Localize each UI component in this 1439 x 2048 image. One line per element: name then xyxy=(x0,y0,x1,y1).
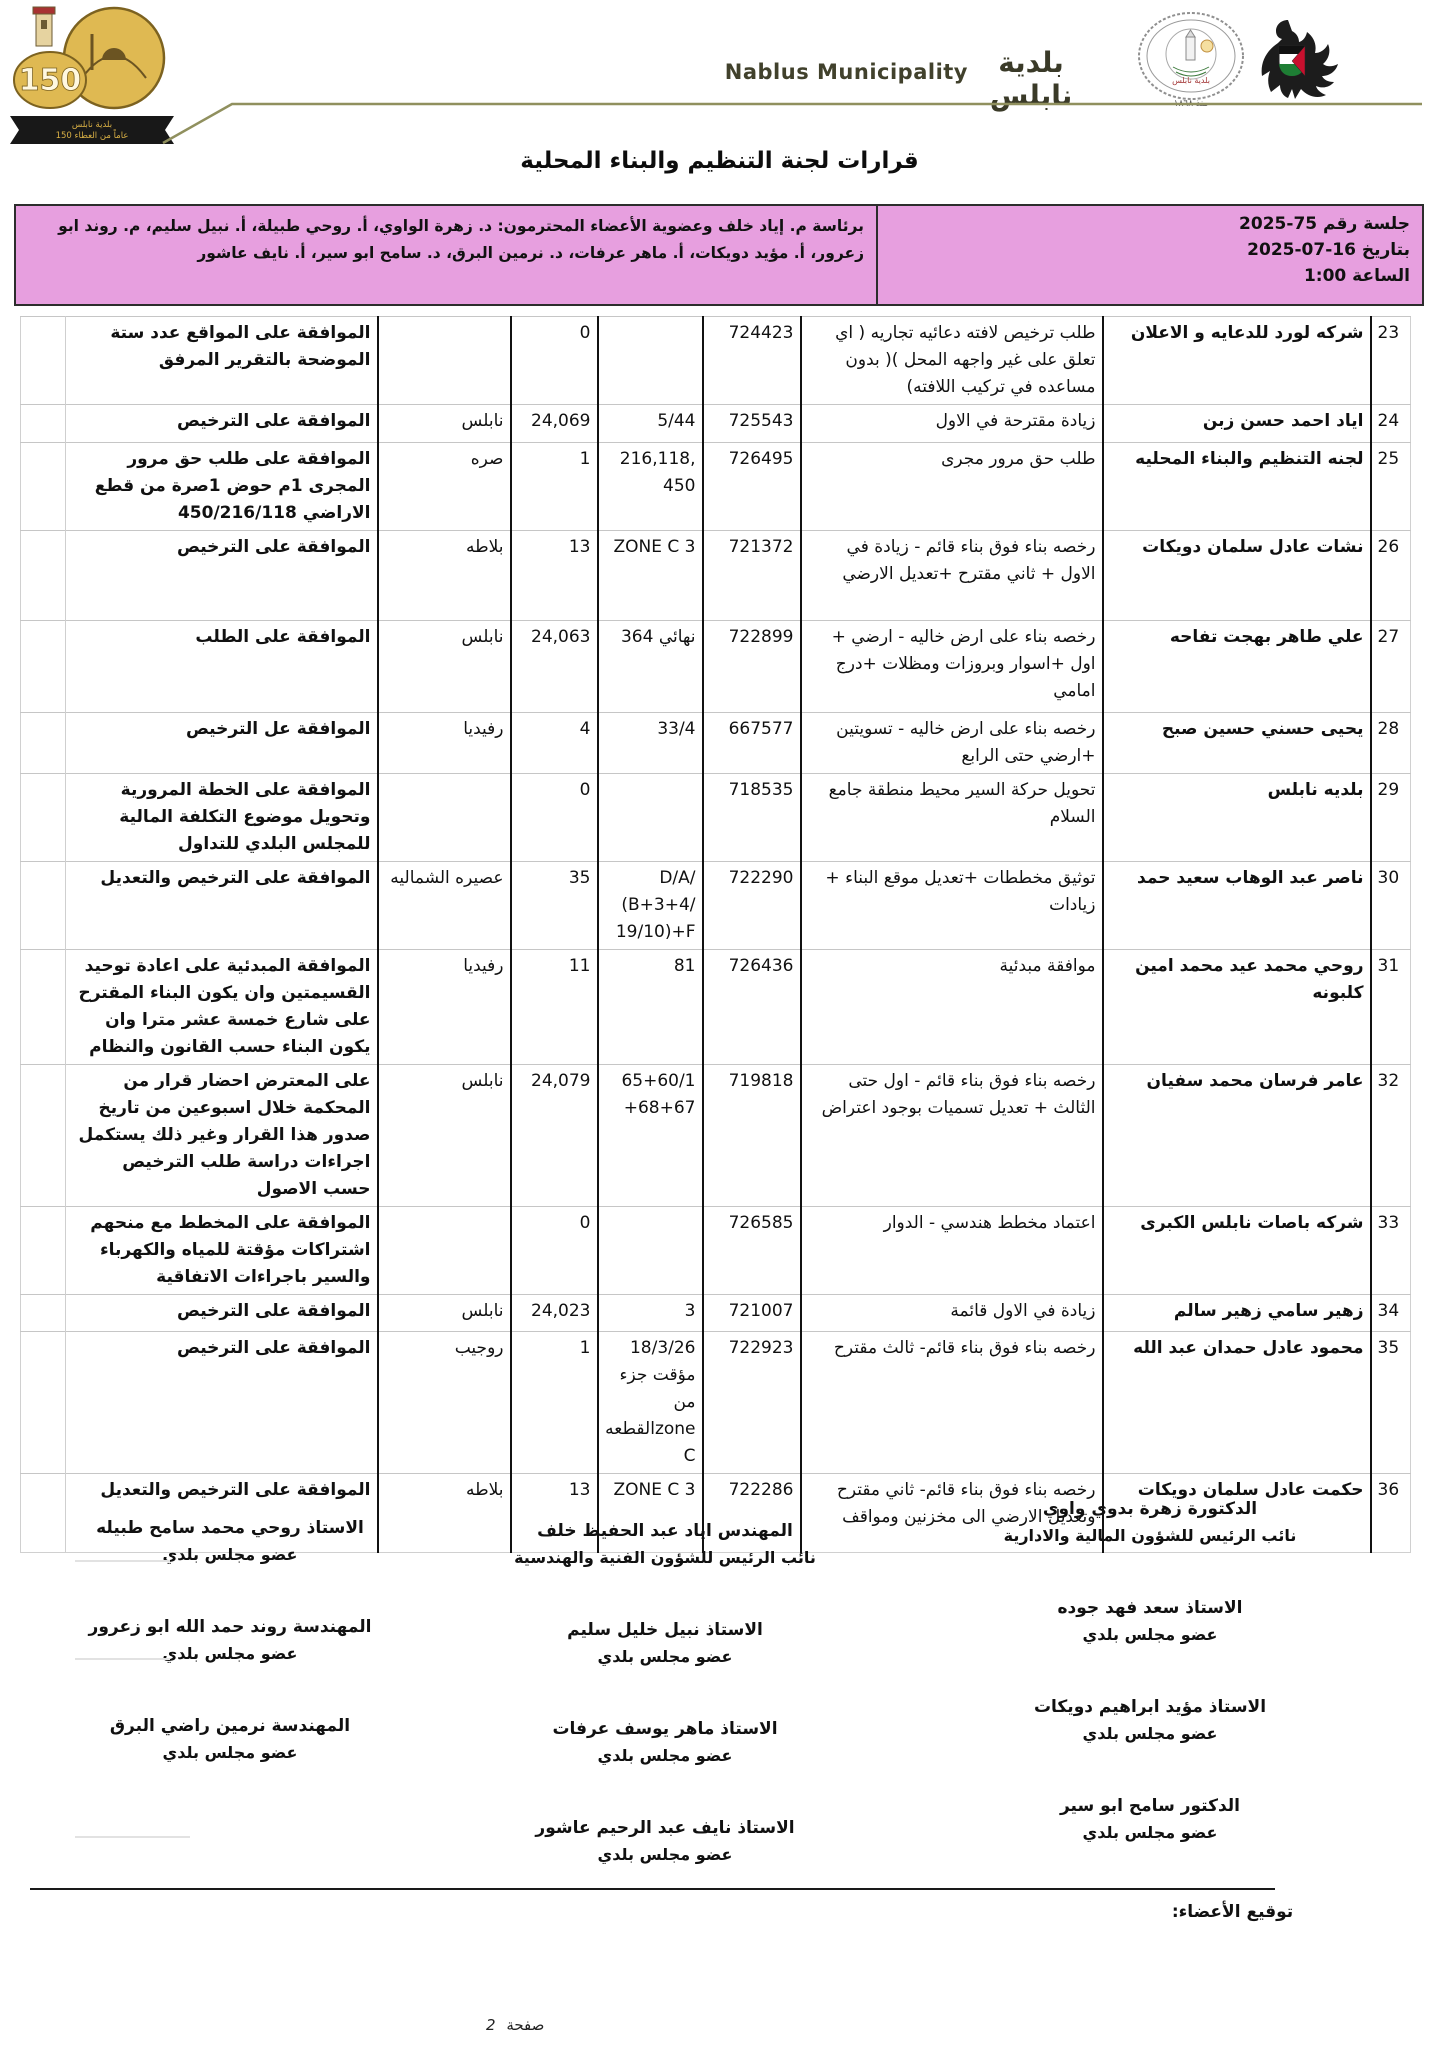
plot-number: 81 xyxy=(598,950,703,1065)
signature-entry xyxy=(30,1515,430,1614)
row-number: 30 xyxy=(1371,862,1411,950)
decision-text: الموافقة على الترخيص xyxy=(66,1332,378,1474)
anniversary-ribbon-text-1: بلدية نابلس xyxy=(71,120,113,130)
row-number: 25 xyxy=(1371,443,1411,531)
basin-number: 1 xyxy=(511,443,598,531)
table-row xyxy=(21,405,1411,443)
applicant-name: عامر فرسان محمد سفيان xyxy=(1103,1065,1371,1207)
signature-entry xyxy=(930,1694,1370,1793)
member-name: الاستاذ ماهر يوسف عرفات xyxy=(552,1719,778,1739)
basin-number: 35 xyxy=(511,862,598,950)
decision-text: الموافقة على الترخيص xyxy=(66,1295,378,1332)
applicant-name: شركه لورد للدعايه و الاعلان xyxy=(1103,317,1371,405)
location-name: عصيره الشماليه xyxy=(378,862,511,950)
seal-text: بلدية نابلس xyxy=(1172,76,1210,85)
page-title: قرارات لجنة التنظيم والبناء المحلية xyxy=(520,148,919,174)
applicant-name: لجنه التنظيم والبناء المحليه xyxy=(1103,443,1371,531)
session-number: جلسة رقم 75-2025 xyxy=(1239,214,1410,234)
members-signature-label: توقيع الأعضاء: xyxy=(1171,1902,1294,1922)
empty-margin-cell xyxy=(21,1065,66,1207)
member-role: عضو مجلس بلدي xyxy=(1082,1823,1218,1842)
basin-number: 24,023 xyxy=(511,1295,598,1332)
table-row xyxy=(21,950,1411,1065)
member-role: عضو مجلس بلدي xyxy=(597,1746,733,1765)
applicant-name: اياد احمد حسن زبن xyxy=(1103,405,1371,443)
row-number: 32 xyxy=(1371,1065,1411,1207)
basin-number: 0 xyxy=(511,317,598,405)
decision-text: الموافقة على المواقع عدد ستة الموضحة بالتقرير المرفق xyxy=(66,317,378,405)
member-name: الاستاذ سعد فهد جوده xyxy=(1057,1598,1243,1618)
applicant-name: نشات عادل سلمان دويكات xyxy=(1103,531,1371,621)
member-name: الاستاذ روحي محمد سامح طبيله xyxy=(96,1518,364,1538)
location-name xyxy=(378,774,511,862)
empty-margin-cell xyxy=(21,1295,66,1332)
seal-caption: منذ ١٨٦٨ xyxy=(1173,99,1209,109)
row-number: 36 xyxy=(1371,1474,1411,1553)
plot-number: 216,118, 450 xyxy=(598,443,703,531)
plot-number: D/A/ (B+3+4/ 19/10)+F xyxy=(598,862,703,950)
request-ref-number: 718535 xyxy=(703,774,801,862)
applicant-name: بلديه نابلس xyxy=(1103,774,1371,862)
request-description: طلب حق مرور مجرى xyxy=(801,443,1103,531)
member-name: المهندسة روند حمد الله ابو زعرور xyxy=(88,1617,372,1637)
plot-number: 65+60/1 +68+67 xyxy=(598,1065,703,1207)
session-info-box xyxy=(14,204,1424,306)
empty-margin-cell xyxy=(21,774,66,862)
decision-text: الموافقة المبدئية على اعادة توحيد القسيمتين وان يكون البناء المقترح على شارع خمسة عشر مترا وان يكون البناء حسب القانون والنظام xyxy=(66,950,378,1065)
decision-text: الموافقة على الترخيص xyxy=(66,531,378,621)
location-name: روجيب xyxy=(378,1332,511,1474)
basin-number: 1 xyxy=(511,1332,598,1474)
row-number: 35 xyxy=(1371,1332,1411,1474)
applicant-name: محمود عادل حمدان عبد الله xyxy=(1103,1332,1371,1474)
empty-margin-cell xyxy=(21,713,66,774)
decision-text: الموافقة على الترخيص والتعديل xyxy=(66,1474,378,1553)
basin-number: 24,063 xyxy=(511,621,598,713)
decision-text: الموافقة على الترخيص والتعديل xyxy=(66,862,378,950)
request-description: رخصه بناء على ارض خاليه - تسويتين +ارضي حتى الرابع xyxy=(801,713,1103,774)
table-row xyxy=(21,1295,1411,1332)
member-role: عضو مجلس بلدي xyxy=(1082,1724,1218,1743)
row-number: 33 xyxy=(1371,1207,1411,1295)
table-row xyxy=(21,443,1411,531)
location-name xyxy=(378,1207,511,1295)
member-name: المهندسة نرمين راضي البرق xyxy=(109,1716,351,1736)
table-row xyxy=(21,713,1411,774)
request-description: رخصه بناء على ارض خاليه - ارضي + اول +اسوار وبروزات ومظلات +درج امامي xyxy=(801,621,1103,713)
signature-placeholder-line xyxy=(75,1836,190,1838)
empty-margin-cell xyxy=(21,621,66,713)
decision-text: الموافقة على المخطط مع منحهم اشتراكات مؤقتة للمياه والكهرباء والسير باجراءات الاتفاقية xyxy=(66,1207,378,1295)
session-time: الساعة 1:00 xyxy=(1303,266,1410,286)
signature-column-middle xyxy=(430,1518,900,1914)
row-number: 34 xyxy=(1371,1295,1411,1332)
location-name: رفيديا xyxy=(378,950,511,1065)
row-number: 31 xyxy=(1371,950,1411,1065)
session-meta xyxy=(876,206,1422,304)
member-name: الاستاذ نايف عبد الرحيم عاشور xyxy=(535,1818,795,1838)
request-description: رخصه بناء فوق بناء قائم - اول حتى الثالث + تعديل تسميات بوجود اعتراض xyxy=(801,1065,1103,1207)
signature-entry xyxy=(930,1793,1370,1892)
location-name: رفيديا xyxy=(378,713,511,774)
table-row xyxy=(21,1065,1411,1207)
page-number: 2 xyxy=(486,2016,496,2034)
plot-number: 18/3/26 مؤقت جزء من القطعهzone C xyxy=(598,1332,703,1474)
applicant-name: حكمت عادل سلمان دويكات xyxy=(1103,1474,1371,1553)
signature-entry xyxy=(930,1595,1370,1694)
empty-margin-cell xyxy=(21,405,66,443)
empty-margin-cell xyxy=(21,443,66,531)
basin-number: 24,069 xyxy=(511,405,598,443)
decision-text: على المعترض احضار قرار من المحكمة خلال اسبوعين من تاريخ صدور هذا القرار وغير ذلك يستكمل اجراءات دراسة طلب الترخيص حسب الاصول xyxy=(66,1065,378,1207)
session-attendees: برئاسة م. إياد خلف وعضوية الأعضاء المحترمون: د. زهرة الواوي، أ. روحي طبيلة، أ. نبيل سليم، م. روند ابو زعرور، أ. مؤيد دويكات، أ. ماهر عرفات، د. نرمين البرق، د. سامح ابو سير، أ. نايف عاشور xyxy=(58,217,864,262)
anniversary-number: 150 xyxy=(18,63,82,98)
member-name: المهندس اياد عبد الحفيظ خلف xyxy=(537,1521,793,1541)
empty-margin-cell xyxy=(21,317,66,405)
decisions-table xyxy=(20,316,1411,1553)
table-row xyxy=(21,774,1411,862)
member-name: الدكتورة زهرة بدوي واوي xyxy=(1042,1499,1258,1519)
plot-number: ZONE C 3 xyxy=(598,1474,703,1553)
plot-number: ZONE C 3 xyxy=(598,531,703,621)
signature-separator-line xyxy=(30,1888,1275,1890)
palestine-eagle-emblem-icon xyxy=(1248,16,1338,104)
member-role: نائب الرئيس للشؤون المالية والادارية xyxy=(1003,1526,1297,1545)
applicant-name: روحي محمد عيد محمد امين كلبونه xyxy=(1103,950,1371,1065)
basin-number: 24,079 xyxy=(511,1065,598,1207)
location-name: نابلس xyxy=(378,1295,511,1332)
row-number: 24 xyxy=(1371,405,1411,443)
member-role: عضو مجلس بلدي xyxy=(1082,1625,1218,1644)
basin-number: 0 xyxy=(511,1207,598,1295)
request-ref-number: 721007 xyxy=(703,1295,801,1332)
location-name: نابلس xyxy=(378,621,511,713)
request-ref-number: 726495 xyxy=(703,443,801,531)
request-ref-number: 667577 xyxy=(703,713,801,774)
request-description: توثيق مخططات +تعديل موقع البناء + زيادات xyxy=(801,862,1103,950)
basin-number: 13 xyxy=(511,531,598,621)
row-number: 26 xyxy=(1371,531,1411,621)
signature-column-right xyxy=(930,1496,1370,1892)
row-number: 27 xyxy=(1371,621,1411,713)
request-ref-number: 724423 xyxy=(703,317,801,405)
page-footer xyxy=(486,2016,544,2034)
decision-text: الموافقة عل الترخيص xyxy=(66,713,378,774)
request-description: زيادة مقترحة في الاول xyxy=(801,405,1103,443)
member-role: عضو مجلس بلدي xyxy=(162,1644,298,1663)
plot-number xyxy=(598,774,703,862)
table-row xyxy=(21,621,1411,713)
empty-margin-cell xyxy=(21,950,66,1065)
request-description: موافقة مبدئية xyxy=(801,950,1103,1065)
plot-number xyxy=(598,1207,703,1295)
member-role: عضو مجلس بلدي xyxy=(162,1545,298,1564)
signature-entry xyxy=(430,1617,900,1716)
applicant-name: ناصر عبد الوهاب سعيد حمد xyxy=(1103,862,1371,950)
plot-number xyxy=(598,317,703,405)
request-description: تحويل حركة السير محيط منطقة جامع السلام xyxy=(801,774,1103,862)
municipality-name-ar: بلدية نابلس xyxy=(989,46,1073,112)
anniversary-ribbon-text-2: 150 عاماً من العطاء xyxy=(55,131,129,141)
signature-entry xyxy=(430,1815,900,1914)
row-number: 29 xyxy=(1371,774,1411,862)
empty-margin-cell xyxy=(21,531,66,621)
member-role: نائب الرئيس للشؤون الفنية والهندسية xyxy=(514,1548,816,1567)
basin-number: 0 xyxy=(511,774,598,862)
municipal-seal-icon xyxy=(1135,10,1247,110)
member-name: الاستاذ مؤيد ابراهيم دويكات xyxy=(1033,1697,1267,1717)
signature-entry xyxy=(30,1614,430,1713)
request-ref-number: 726436 xyxy=(703,950,801,1065)
member-role: عضو مجلس بلدي xyxy=(597,1647,733,1666)
session-date: بتاريخ 16-07-2025 xyxy=(1247,240,1410,260)
applicant-name: شركه باصات نابلس الكبرى xyxy=(1103,1207,1371,1295)
request-ref-number: 719818 xyxy=(703,1065,801,1207)
empty-margin-cell xyxy=(21,1207,66,1295)
request-ref-number: 725543 xyxy=(703,405,801,443)
request-ref-number: 722899 xyxy=(703,621,801,713)
applicant-name: زهير سامي زهير سالم xyxy=(1103,1295,1371,1332)
basin-number: 4 xyxy=(511,713,598,774)
location-name xyxy=(378,317,511,405)
request-ref-number: 726585 xyxy=(703,1207,801,1295)
plot-number: 364 نهائي xyxy=(598,621,703,713)
table-row xyxy=(21,1332,1411,1474)
signature-entry xyxy=(930,1496,1370,1595)
signature-placeholder-line xyxy=(75,1560,170,1562)
signature-entry xyxy=(30,1713,430,1812)
basin-number: 13 xyxy=(511,1474,598,1553)
request-description: زيادة في الاول قائمة xyxy=(801,1295,1103,1332)
request-ref-number: 722290 xyxy=(703,862,801,950)
signature-entry xyxy=(430,1716,900,1815)
plot-number: 3 xyxy=(598,1295,703,1332)
location-name: نابلس xyxy=(378,1065,511,1207)
table-row xyxy=(21,862,1411,950)
header-divider-line xyxy=(0,96,1439,156)
request-ref-number: 721372 xyxy=(703,531,801,621)
location-name: بلاطه xyxy=(378,1474,511,1553)
signature-entry xyxy=(430,1518,900,1617)
plot-number: 33/4 xyxy=(598,713,703,774)
applicant-name: يحيى حسني حسين صبح xyxy=(1103,713,1371,774)
member-name: الاستاذ نبيل خليل سليم xyxy=(567,1620,763,1640)
request-description: رخصه بناء فوق بناء قائم- ثالث مقترح xyxy=(801,1332,1103,1474)
signature-placeholder-line xyxy=(75,1658,170,1660)
request-ref-number: 722286 xyxy=(703,1474,801,1553)
request-description: طلب ترخيص لافته دعائيه تجاريه ( اي تعلق على غير واجهه المحل )( بدون مساعده في تركيب اللافته) xyxy=(801,317,1103,405)
decision-text: الموافقة على الخطة المرورية وتحويل موضوع التكلفة المالية للمجلس البلدي للتداول xyxy=(66,774,378,862)
member-role: عضو مجلس بلدي xyxy=(162,1743,298,1762)
row-number: 23 xyxy=(1371,317,1411,405)
municipality-name-en: Nablus Municipality xyxy=(724,60,968,84)
decision-text: الموافقة على الترخيص xyxy=(66,405,378,443)
empty-margin-cell xyxy=(21,862,66,950)
row-number: 28 xyxy=(1371,713,1411,774)
request-description: رخصه بناء فوق بناء قائم- ثاني مقترح وتعديل الارضي الى مخزنين ومواقف xyxy=(801,1474,1103,1553)
decision-text: الموافقة على طلب حق مرور المجرى 1م حوض 1صرة من قطع الاراضي 450/216/118 xyxy=(66,443,378,531)
empty-margin-cell xyxy=(21,1332,66,1474)
member-name: الدكتور سامح ابو سير xyxy=(1059,1796,1241,1816)
table-row xyxy=(21,531,1411,621)
table-row xyxy=(21,1207,1411,1295)
location-name: بلاطه xyxy=(378,531,511,621)
request-ref-number: 722923 xyxy=(703,1332,801,1474)
decision-text: الموافقة على الطلب xyxy=(66,621,378,713)
applicant-name: علي طاهر بهجت تفاحه xyxy=(1103,621,1371,713)
member-role: عضو مجلس بلدي xyxy=(597,1845,733,1864)
plot-number: 5/44 xyxy=(598,405,703,443)
request-description: اعتماد مخطط هندسي - الدوار xyxy=(801,1207,1103,1295)
request-description: رخصه بناء فوق بناء قائم - زيادة في الاول + ثاني مقترح +تعديل الارضي xyxy=(801,531,1103,621)
page-label: صفحة xyxy=(506,2016,545,2034)
table-row xyxy=(21,317,1411,405)
basin-number: 11 xyxy=(511,950,598,1065)
location-name: نابلس xyxy=(378,405,511,443)
location-name: صره xyxy=(378,443,511,531)
